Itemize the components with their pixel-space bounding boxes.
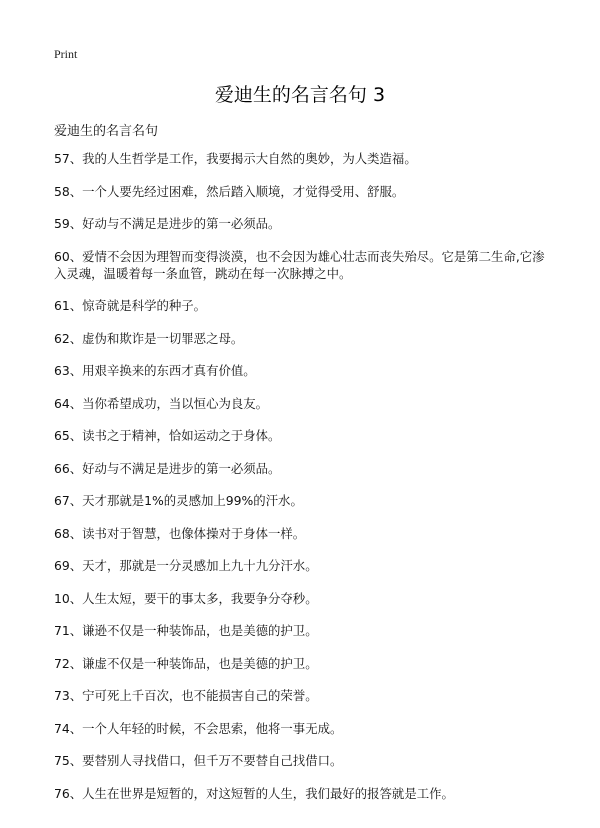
quote-list (54, 150, 554, 817)
quote-number: 73、 (54, 688, 83, 703)
quote-number: 61、 (54, 298, 83, 313)
quote-number: 66、 (54, 460, 83, 476)
quote-item-74 (54, 720, 554, 737)
quote-text: 读书之于精神，恰如运动之于身体。 (82, 428, 281, 443)
quote-text: 读书对于智慧，也像体操对于身体一样。 (82, 525, 306, 541)
quote-item-59 (54, 215, 554, 232)
quote-item-73 (54, 687, 554, 704)
quote-item-65 (54, 427, 554, 444)
quote-item-71 (54, 622, 554, 639)
quote-text: 惊奇就是科学的种子。 (82, 298, 207, 313)
quote-item-75 (54, 752, 554, 769)
quote-text: 当你希望成功，当以恒心为良友。 (82, 395, 269, 411)
print-link[interactable]: Print (54, 47, 78, 61)
quote-item-63 (54, 362, 554, 379)
quote-text: 一个人要先经过困难，然后踏入顺境，才觉得受用、舒服。 (82, 183, 405, 199)
quote-text: 要替别人寻找借口，但千万不要替自己找借口。 (82, 753, 343, 768)
quote-item-67 (54, 492, 554, 509)
quote-number: 71、 (54, 623, 83, 638)
quote-number: 75、 (54, 753, 83, 768)
quote-text: 人生在世界是短暂的，对这短暂的人生，我们最好的报答就是工作。 (82, 785, 454, 801)
quote-item-72 (54, 655, 554, 672)
quote-item-76 (54, 785, 554, 802)
quote-number: 58、 (54, 183, 83, 199)
quote-text: 用艰辛换来的东西才真有价值。 (82, 363, 256, 378)
quote-number: 74、 (54, 720, 83, 736)
quote-text: 天才，那就是一分灵感加上九十九分汗水。 (82, 558, 318, 573)
quote-number: 59、 (54, 216, 83, 231)
quote-text: 好动与不满足是进步的第一必须品。 (82, 460, 281, 476)
quote-number: 62、 (54, 330, 83, 346)
page-subtitle: 爱迪生的名言名句 (54, 124, 159, 139)
quote-number: 65、 (54, 428, 83, 443)
quote-item-61 (54, 297, 554, 314)
quote-item-69 (54, 557, 554, 574)
quote-number: 72、 (54, 655, 83, 671)
quote-number: 69、 (54, 558, 83, 573)
quote-item-66 (54, 460, 554, 477)
quote-item-64 (54, 395, 554, 412)
quote-text: 好动与不满足是进步的第一必须品。 (82, 216, 281, 231)
quote-number: 57、 (54, 151, 83, 166)
quote-number: 76、 (54, 785, 83, 801)
quote-item-70 (54, 590, 554, 607)
quote-item-58 (54, 183, 554, 200)
quote-text: 谦虚不仅是一种装饰品，也是美德的护卫。 (82, 655, 318, 671)
quote-item-62 (54, 330, 554, 347)
quote-text: 谦逊不仅是一种装饰品，也是美德的护卫。 (82, 623, 318, 638)
quote-number: 60、 (54, 248, 83, 264)
quote-number: 68、 (54, 525, 83, 541)
quote-number: 64、 (54, 395, 83, 411)
quote-text: 宁可死上千百次，也不能损害自己的荣誉。 (82, 688, 318, 703)
quote-item-60 (54, 248, 554, 282)
quote-number: 10、 (54, 590, 83, 606)
quote-text: 虚伪和欺诈是一切罪恶之母。 (82, 330, 244, 346)
quote-number: 67、 (54, 493, 83, 508)
quote-item-68 (54, 525, 554, 542)
quote-text: 我的人生哲学是工作，我要揭示大自然的奥妙，为人类造福。 (82, 151, 417, 166)
quote-text: 爱情不会因为理智而变得淡漠，也不会因为雄心壮志而丧失殆尽。它是第二生命,它渗入灵魂，温暖着每一条血管，跳动在每一次脉搏之中。 (54, 248, 545, 281)
quote-text: 人生太短，要干的事太多，我要争分夺秒。 (82, 590, 318, 606)
page-title: 爱迪生的名言名句 3 (214, 84, 386, 106)
quote-text: 一个人年轻的时候，不会思索，他将一事无成。 (82, 720, 343, 736)
quote-number: 63、 (54, 363, 83, 378)
quote-item-57 (54, 150, 554, 167)
quote-text: 天才那就是1%的灵感加上99%的汗水。 (82, 493, 303, 508)
